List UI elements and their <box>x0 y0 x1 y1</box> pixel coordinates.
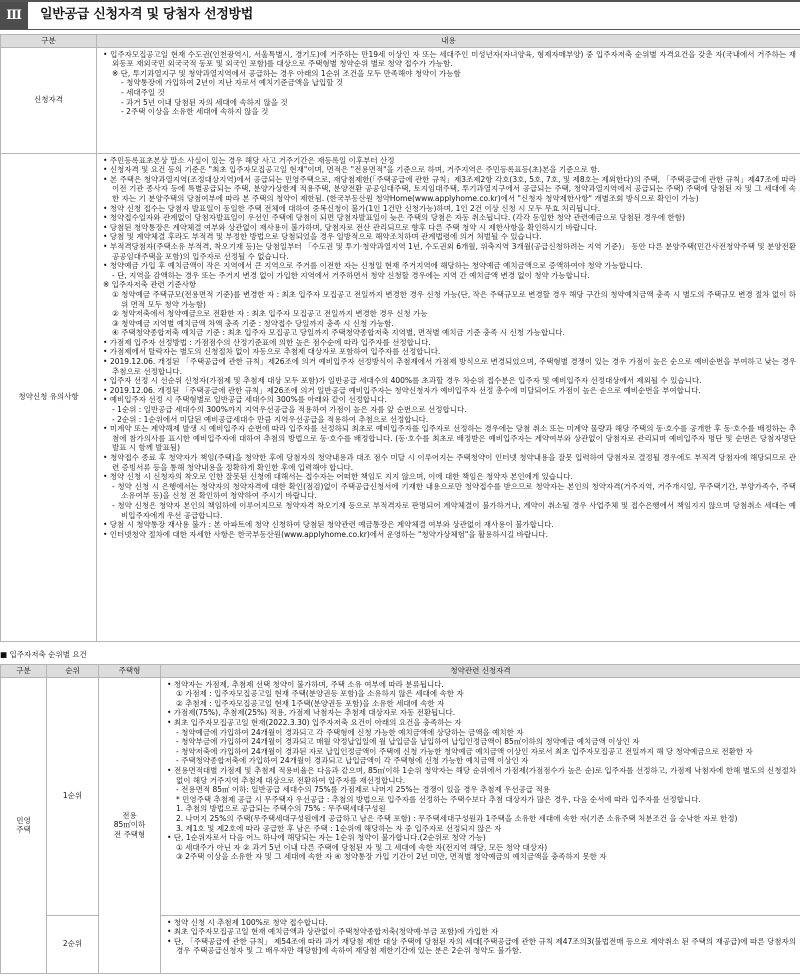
content-line: 3. 제1호 및 제2호에 따라 공급한 후 남은 주택 : 1순위에 해당하는 자 중 입주자로 선정되지 않은 자 <box>176 823 502 833</box>
col-header-rank: 순위 <box>47 665 99 678</box>
content-line: • 단, 「주택공급에 관한 규칙」 제54조에 따라 과거 재당첨 제한 대상 주택에 당첨된 자의 세대[주택공급에 관한 규칙 제47조의3(불법전매 등으로 계약취소 된 주택의 재공급)에 따른 당첨자의 경우 주택공급신청자 및 그 배우자만 해당함]에 속하여 재당첨 제한기간에 있는 분은 2순위 청약도 불가함. <box>167 936 796 956</box>
rank-content <box>161 915 800 973</box>
content-line: • 예비입주자 선정 시 주택형별로 일반공급 세대수의 300%를 아래와 같이 선정합니다. <box>103 395 387 405</box>
content-line: - 1순위 : 일반공급 세대수의 300%까지 지역우선공급을 적용하여 가점이 높은 자를 앞 순번으로 선정합니다. <box>112 405 467 415</box>
section-header <box>0 0 800 30</box>
content-line: ※ 단, 투기과열지구 및 청약과열지역에서 공급하는 경우 아래의 1순위 조건을 모두 만족해야 청약이 가능함 <box>112 68 461 78</box>
content-line: 2. 나머지 25%의 주택(무주택세대구성원에게 공급하고 남은 주택 포함) : 무주택세대구성원과 1주택을 소유한 세대에 속한 자(기존 소유주택 처분조건 을 승낙한 자로 한정) <box>176 813 738 823</box>
content-line: - 단, 지역을 감액하는 경우 또는 주거지 변경 없이 가입한 지역에서 거주하면서 청약 신청할 경우에는 지역 간 예치금액 변경 없이 청약 가능합니다. <box>112 270 590 280</box>
content-line: • 미계약 또는 계약해제 발생 시 예비입주자 순번에 따라 입주자를 선정하되 최초로 예비입주자를 입주자로 선정하는 경우에는 당첨 취소 또는 미계약 물량과 해당 주택의 동·호수를 공개한 후 동·호수를 배정하는 추첨에 참가의사를 표시한 예비입주자에 대하여 추첨의 방법으로 동·호수를 배정합니다. (동·호수를 최초로 배정받은 예비입주자는 계약여부와 상관없이 당첨자로 관리되며 예비입주자 명단 및 순번은 당첨자명단 발표 시 함께 발표됨) <box>103 424 796 453</box>
content-line: • 주민등록표초본상 말소 사실이 있는 경우 해당 사고 거주기간은 재등록일 이후부터 산정 <box>103 155 395 165</box>
content-line: • 당첨 시 청약통장 재사용 불가 : 본 아파트에 청약 신청하여 당첨된 청약관련 예금통장은 계약체결 여부와 상관없이 재사용이 불가합니다. <box>103 520 554 530</box>
content-line: ③ 청약예금 지역별 예치금액 차액 충족 기준 : 청약접수 당일까지 충족 시 신청 가능함. <box>112 318 394 328</box>
content-line: - 과거 5년 이내 당첨된 자의 세대에 속하지 않을 것 <box>121 97 288 107</box>
content-line: - 청약 신청 시 은행에서는 청약자의 청약자격에 대한 확인(점검)없이 주택공급신청서에 기재한 내용으로만 청약접수를 받으므로 청약자는 본인의 청약자격(거주지역, 거주개시일, 무주택기간, 부양가족수, 주택소유여부 등)을 신청 전 확인하여 청약하여 주시기 바랍니다. <box>112 481 796 501</box>
content-line: • 2019.12.06. 개정된 「주택공급에 관한 규칙」제26조에 의거 일반공급 예비입주자는 청약신청자가 예비입주자 선정 총수에 미달되어도 가점이 높은 순으로 예비순번을 부여합니다. <box>103 385 701 395</box>
group-label: 민영 주택 <box>1 677 47 973</box>
content-line: - 청약저축에 가입하여 24개월이 경과된 자로 납입인정금액이 주택에 신청 가능한 청약예금 예치금액 이상인 자로서 최초 입주자모집공고 전일까지 해 당 청약예금으로 전환한 자 <box>176 746 753 756</box>
content-line: - 주택청약종합저축에 가입하여 24개월이 경과되고 납입금액이 각 주택형에 신청 가능한 예치금액 이상인 자 <box>176 756 529 766</box>
section-number: Ⅲ <box>0 2 28 29</box>
content-line: • 청약접수 종료 후 청약자가 책임(주택)을 청약한 후에 당첨자의 청약내용과 대조 점수 미달 시 이루어지는 주택청약이 인터넷 청약내용을 잘못 입력하여 당첨자로 결정될 경우에도 부적격 당첨자에 해당되므로 관련 증빙서류 등을 통해 청약내용을 정확하게 확인한 후에 입력해야 합니다. <box>103 453 796 472</box>
content-line: • 청약 신청 접수는 당첨자 발표일이 동일한 주택 전체에 대하여 중복신청이 불가(1인 1건만 신청가능)하며, 1인 2건 이상 신청 시 모두 무효 처리됩니다. <box>103 203 601 213</box>
content-line: • 본 주택은 청약과열지역(조정대상지역)에서 공급되는 민영주택으로, 재당첨제한(「주택공급에 관한 규칙」제3조제2항 각호(3호, 5호, 7호, 및 제8호는 제외한다)의 주택, 「주택공급에 관한 규칙」제47조에 따라 이전 기관 종사자 등에 특별공급되는 주택, 분양가상한제 적용주택, 분양전환 공공임대주택, 토지임대주택, 투기과열지구에서 공급되는 주택, 청약과열지역에서 공급되는 주택) 주택에 당첨된 자 및 그 세대에 속한 자는 기 분양주택의 당첨여부에 따라 본 주택의 청약이 제한됨. (한국부동산원 청약Home(www.applyhome.co.kr)에서 "신청자 청약제한사항" 개별조회 방식으로 확인이 가능) <box>103 174 796 203</box>
row-label: 청약신청 유의사항 <box>1 153 97 641</box>
content-line: ② 추첨제 : 입주자모집공고일 현재 1주택(분양권등 포함)을 소유한 세대에 속한 자 <box>176 698 445 708</box>
content-line: ① 세대주가 아닌 자 ② 과거 5년 이내 다른 주택에 당첨된 자 및 그 세대에 속한 자(전지역 해당, 모든 청약 대상자) <box>176 842 548 852</box>
rank-label: 1순위 <box>47 677 99 915</box>
content-line: - 2순위 : 1순위에서 미달된 예비공급세대수 만큼 지역우선공급을 적용하여 추첨으로 선정합니다. <box>112 414 429 424</box>
content-line: • 가점제(75%), 추첨제(25%) 적용, 가점제 낙첨자는 추첨제 대상자로 자동 전환됩니다. <box>167 708 456 718</box>
col-header-housing-type: 주택형 <box>99 665 161 678</box>
content-line: - 전용면적 85㎡ 이하: 일반공급 세대수의 75%를 가점제로 나머지 25%는 경쟁이 있을 경우 추첨제 우선공급 적용 <box>176 785 550 795</box>
content-line: - 2주택 이상을 소유한 세대에 속하지 않을 것 <box>121 107 269 117</box>
content-line: • 청약 신청 시 신청자의 착오로 인한 잘못된 신청에 대해서는 접수자는 어떠한 책임도 지지 않으며, 이에 대한 책임은 청약자 본인에게 있습니다. <box>103 472 573 482</box>
content-line: • 단, 1순위자로서 다음 어느 하나에 해당되는 자는 1순위 청약이 불가합니다.(2순위로 청약 가능) <box>167 833 486 843</box>
content-line: • 가점제 입주자 선정방법 : 가점점수의 산정기준표에 의한 높은 점수순에 따라 입주자를 선정합니다. <box>103 337 431 347</box>
col-header-category: 구분 <box>1 35 97 48</box>
content-line: - 청약 신청은 청약자 본인의 책임하에 이루어지므로 청약자격 착오기재 등으로 부적격자로 판명되어 계약체결이 불가하거나, 계약이 취소될 경우 사업주체 및 접수은행에서 책임지지 않으며 당첨취소 세대는 예비입주자에게 우선 공급합니다. <box>112 500 796 520</box>
content-line: - 청약부금에 가입하여 24개월이 경과되고 매월 약정납입일에 월 납입금을 납입하여 납입인정금액이 85㎡이하의 청약예금 예치금액 이상인 자 <box>176 737 640 747</box>
content-line: • 입주자모집공고일 현재 수도권(인천광역시, 서울특별시, 경기도)에 거주하는 만19세 이상인 자 또는 세대주인 미성년자(자녀양육, 형제자매부양) 중 입주자저축 순위별 자격요건을 갖춘 자(국내에서 거주하는 재외동포 재외국민 외국국적 동포 및 외국인 포함)를 대상으로 주택형별 청약순위 별로 청약 접수가 가능함. <box>103 49 796 69</box>
content-line: • 청약접수일자와 관계없이 당첨자발표일이 우선인 주택에 당첨이 되면 당첨자발표일이 늦은 주택의 당첨은 자동 취소됩니다. (각각 동일한 청약 관련예금으로 당첨된 경우에 한함) <box>103 213 685 223</box>
content-line: • 전용면적대별 가점제 및 추첨제 적용비율은 다음과 같으며, 85㎡이하 1순위 청약자는 해당 순위에서 가점제(가점점수가 높은 순)로 입주자를 선정하고, 가점제 낙첨자에 한해 별도의 신청절차 없이 해당 거주지역 추첨제 대상으로 전환하여 입주자를 재선정합니다. <box>167 765 796 785</box>
content-line: • 당첨 및 계약체결 후라도 부적격 및 부정한 방법으로 당첨되었을 경우 일방적으로 해약조치하며 관계법령에 의거 처벌될 수 있습니다. <box>103 232 542 242</box>
col-header-eligibility: 청약관련 신청자격 <box>161 665 800 678</box>
row-content <box>97 47 800 153</box>
section-title: 일반공급 신청자격 및 당첨자 선정방법 <box>40 7 254 22</box>
content-line: - 세대주일 것 <box>121 87 165 97</box>
content-line: • 최초 입주자모집공고일 현재(2022.3.30) 입주자저축 요건이 아래의 요건을 충족하는 자 <box>167 717 462 727</box>
housing-type-label: 전용 85㎡이하 전 주택형 <box>99 677 161 973</box>
row-label: 신청자격 <box>1 47 97 153</box>
eligibility-table <box>0 34 800 642</box>
content-line: ② 청약저축에서 청약예금으로 전환한 자 : 최초 입주자 모집공고 전일까지 변경한 경우 신청 가능 <box>112 309 428 319</box>
content-line: • 인터넷청약 절차에 대한 자세한 사항은 한국부동산원(www.applyhome.co.kr)에서 운영하는 "청약가상체험"을 활용하시길 바랍니다. <box>103 529 548 539</box>
content-line: • 청약자는 가점제, 추첨제 선택 청약이 불가하며, 주택 소유 여부에 따라 분류됩니다. <box>167 679 444 689</box>
content-line: ① 청약예금 주택규모(전용면적 기준)를 변경한 자 : 최초 입주자 모집공고 전일까지 변경한 경우 신청 가능(단, 작은 주택규모로 변경할 경우 해당 구간의 청약예치금액 충족 시 별도의 주택규모 변경 절차 없이 하위 면적 모두 청약 가능함) <box>112 289 796 309</box>
content-line: - 청약예금에 가입하여 24개월이 경과되고 각 주택형에 신청 가능한 예치금액에 상당하는 금액을 예치한 자 <box>176 727 524 737</box>
content-line: * 민영주택 추첨제 공급 시 무주택자 우선공급 : 추첨의 방법으로 입주자를 선정하는 주택수보다 추첨 대상자가 많은 경우, 다음 순서에 따라 입주자를 선정합니다. <box>176 794 701 804</box>
rank-requirements-table <box>0 664 800 974</box>
content-line: • 부적격당첨자(주택소유 부적격, 착오기재 등)는 당첨일부터 「수도권 및 투기·청약과열지역 1년, 수도권외 6개월, 위축지역 3개월(공급신청하려는 지역 기준)」 동안 다른 분양주택(민간사전청약주택 및 분양전환공공임대주택을 포함)의 입주자로 선정될 수 없습니다. <box>103 241 796 261</box>
content-line: • 당첨된 청약통장은 계약체결 여부와 상관없이 재사용이 불가하며, 당첨자로 전산 관리되므로 향후 다른 주택 청약 시 제한사항을 확인하시기 바랍니다. <box>103 222 598 232</box>
row-content <box>97 153 800 641</box>
content-line: 1. 추첨의 방법으로 공급되는 주택수의 75% : 무주택세대구성원 <box>176 804 386 814</box>
content-line: ④ 주택청약종합저축 예치금 기준 : 최초 입주자 모집공고 당일까지 주택청약종합저축 지역별, 면적별 예치금 기준 충족 시 신청 가능합니다. <box>112 328 566 338</box>
col-header-category: 구분 <box>1 665 47 678</box>
table-row <box>1 47 800 153</box>
content-line: • 가점제에서 탈락자는 별도의 신청절차 없이 자동으로 추첨제 대상자로 포함하여 입주자를 선정합니다. <box>103 347 441 357</box>
content-line: • 신청자격 및 요건 등의 기준은 "최초 입주자모집공고일 현재"이며, 면적은 "전용면적"을 기준으로 하며, 거주지역은 주민등록표등(초)본을 기준으로 함. <box>103 165 600 175</box>
rank-content <box>161 677 800 915</box>
section-subtitle: ■ 입주자저축 순위별 요건 <box>0 650 87 659</box>
content-line: ※ 입주자저축 관련 기준사항 <box>103 280 197 290</box>
table-row <box>1 153 800 641</box>
content-line: • 입주자 선정 시 선순위 신청자(가점제 및 추첨제 대상 모두 포함)가 일반공급 세대수의 400%를 초과할 경우 차순위 접수분은 입주자 및 예비입주자 선정대상에서 제외될 수 있습니다. <box>103 376 702 386</box>
content-line: • 청약 신청 시 추첨제 100%로 청약 접수합니다. <box>167 917 328 927</box>
content-line: • 청약예금 가입 후 예치금액이 작은 지역에서 큰 지역으로 주거를 이전한 자는 신청일 현재 주거지역에 해당하는 청약예금 예치금액으로 증액하여야 청약 가능합니다. <box>103 261 643 271</box>
table-row <box>1 677 800 915</box>
content-line: ③ 2주택 이상을 소유한 자 및 그 세대에 속한 자 ④ 청약통장 가입 기간이 2년 미만, 면적별 청약예금의 예치금액을 충족하지 못한 자 <box>176 852 607 862</box>
content-line: • 2019.12.06. 개정된 「주택공급에 관한 규칙」제26조에 의거 예비입주자 선정방식이 추첨제에서 가점제 방식으로 변경되었으며, 주택형별 경쟁이 있는 경우 가점이 높은 순으로 예비순번을 부여하고 낮는 경우 추첨으로 선정합니다. <box>103 357 796 376</box>
rank-label: 2순위 <box>47 915 99 973</box>
col-header-content: 내용 <box>97 35 800 48</box>
content-line: • 최초 입주자모집공고일 현재 예치금액과 상관없이 주택청약종합저축(청약예·부금 포함)에 가입한 자 <box>167 927 499 937</box>
content-line: - 청약통장에 가입하여 2년이 지난 자로서 예치기준금액을 납입할 것 <box>121 78 344 88</box>
content-line: ① 가점제 : 입주자모집공고일 현재 주택(분양권등 포함)을 소유하지 않은 세대에 속한 자 <box>176 689 464 699</box>
